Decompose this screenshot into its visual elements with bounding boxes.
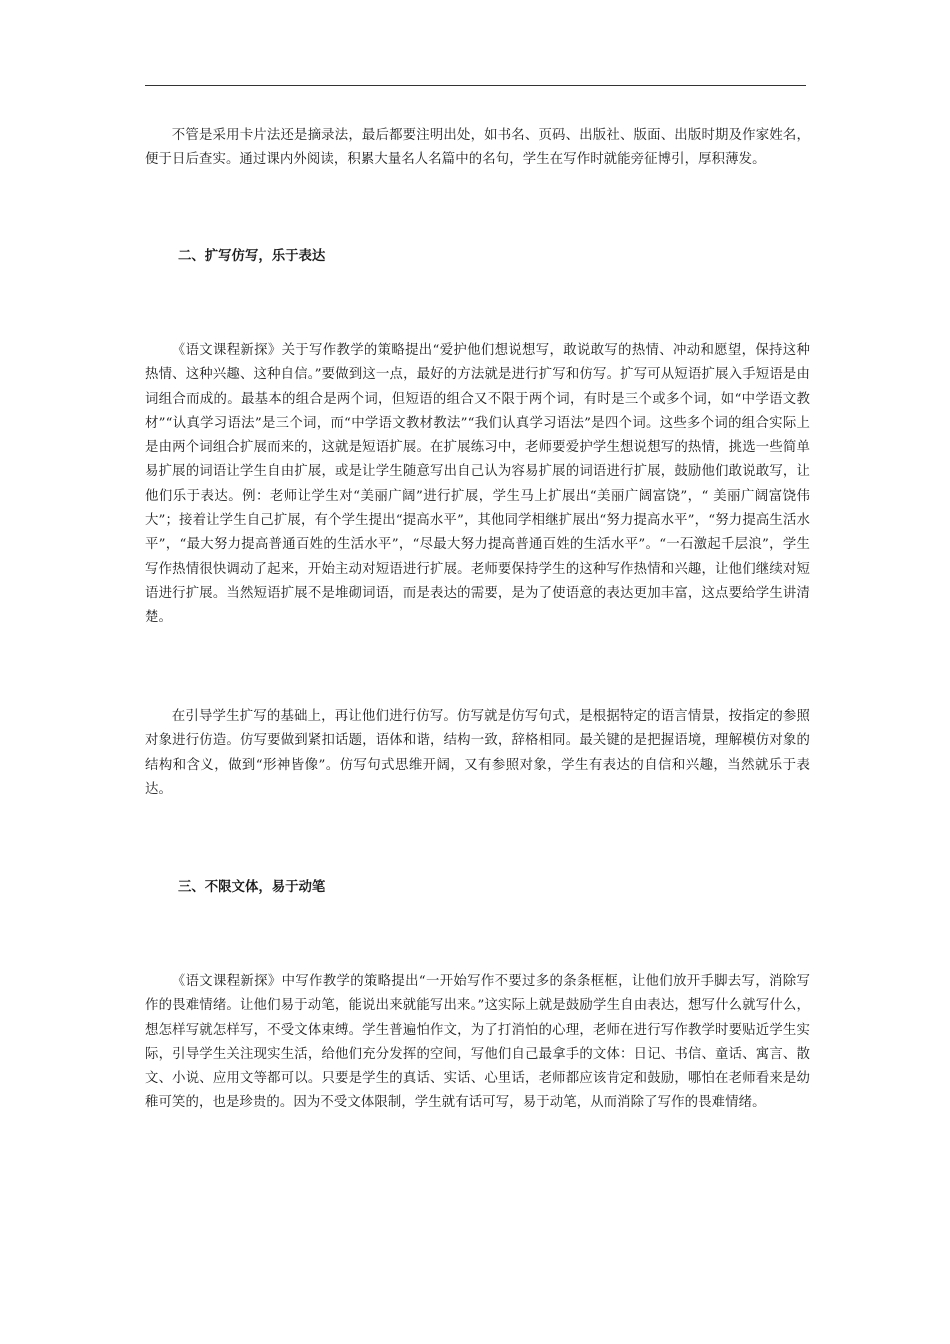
paragraph-expansion-writing: 《语文课程新探》关于写作教学的策略提出“爱护他们想说想写，敢说敢写的热情、冲动和愿望，保持这种热情、这种兴趣、这种自信。”要做到这一点，最好的方法就是进行扩写和仿写。扩写可从短语扩展入手短语是由词组合而成的。最基本的组合是两个词，但短语的组合又不限于两个词，有时是三个或多个词，如“中学语文教材”“认真学习语法”是三个词，而“中学语文教材教法”“我们认真学习语法”是四个词。这些多个词的组合实际上是由两个词组合扩展而来的，这就是短语扩展。在扩展练习中，老师要爱护学生想说想写的热情，挑选一些简单易扩展的词语让学生自由扩展，或是让学生随意写出自己认为容易扩展的词语进行扩展，鼓励他们敢说敢写，让他们乐于表达。例：老师让学生对“美丽广阔”进行扩展，学生马上扩展出“美丽广阔富饶”，“ 美丽广阔富饶伟大”；接着让学生自己扩展，有个学生提出“提高水平”，其他同学相继扩展出“努力提高水平”，“努力提高生活水平”，“最大努力提高普通百姓的生活水平”，“尽最大努力提高普通百姓的生活水平”。“一石激起千层浪”，学生写作热情很快调动了起来，开始主动对短语进行扩展。老师要保持学生的这种写作热情和兴趣，让他们继续对短语进行扩展。当然短语扩展不是堆砌词语，而是表达的需要，是为了使语意的表达更加丰富，这点要给学生讲清楚。 [145,343,810,626]
section-heading-expand-imitate: 二、扩写仿写，乐于表达 [178,248,326,264]
paragraph-citation-sources: 不管是采用卡片法还是摘录法，最后都要注明出处，如书名、页码、出版社、版面、出版时期及作家姓名，便于日后查实。通过课内外阅读，积累大量名人名篇中的名句，学生在写作时就能旁征博引，厚积薄发。 [145,128,810,168]
header-rule [145,85,806,86]
paragraph-free-genre-writing: 《语文课程新探》中写作教学的策略提出“一开始写作不要过多的条条框框，让他们放开手脚去写，消除写作的畏难情绪。让他们易于动笔，能说出来就能写出来。”这实际上就是鼓励学生自由表达，想写什么就写什么，想怎样写就怎样写，不受文体束缚。学生普遍怕作文，为了打消怕的心理，老师在进行写作教学时要贴近学生实际，引导学生关注现实生活，给他们充分发挥的空间，写他们自己最拿手的文体：日记、书信、童话、寓言、散文、小说、应用文等都可以。只要是学生的真话、实话、心里话，老师都应该肯定和鼓励，哪怕在老师看来是幼稚可笑的，也是珍贵的。因为不受文体限制，学生就有话可写，易于动笔，从而消除了写作的畏难情绪。 [145,974,810,1111]
section-heading-free-genre: 三、不限文体，易于动笔 [178,879,326,895]
paragraph-imitation-writing: 在引导学生扩写的基础上，再让他们进行仿写。仿写就是仿写句式，是根据特定的语言情景，按指定的参照对象进行仿造。仿写要做到紧扣话题，语体和谐，结构一致，辞格相同。最关键的是把握语境，理解模仿对象的结构和含义，做到“形神皆像”。仿写句式思维开阔，又有参照对象，学生有表达的自信和兴趣，当然就乐于表达。 [145,709,810,797]
